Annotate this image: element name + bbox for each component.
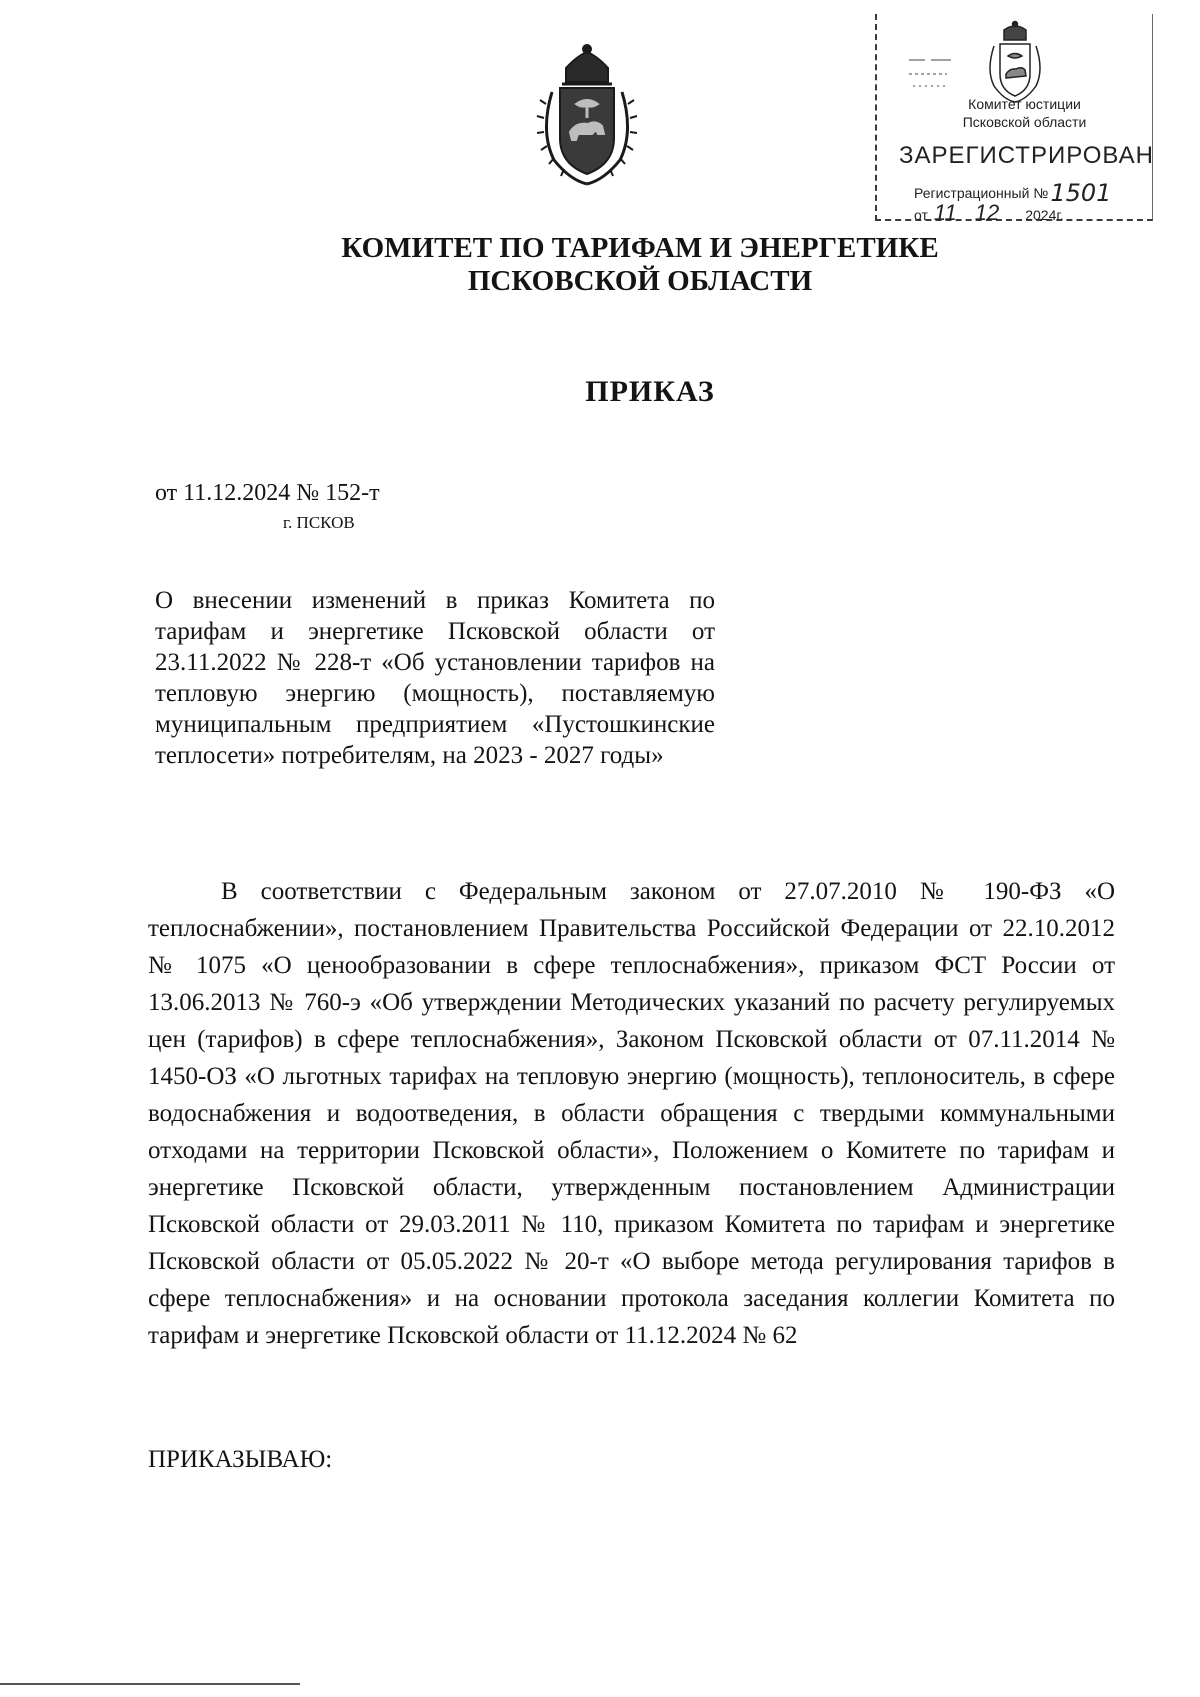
registration-stamp <box>875 14 1154 225</box>
stamp-date-day: 11 <box>933 200 957 225</box>
order-city: г. ПСКОВ <box>283 513 355 532</box>
stamp-date-year: 2024г. <box>1025 207 1064 223</box>
order-preamble: В соответствии с Федеральным законом от 27.07.2010 № 190-ФЗ «О теплоснабжении», постановлением Правительства Российской Федерации от 22.10.2012 № 1075 «О ценообразовании в сфере теплоснабжения», приказом ФСТ России от 13.06.2013 № 760-э «Об утверждении Методических указаний по расчету регулируемых цен (тарифов) в сфере теплоснабжения», Законом Псковской области от 07.11.2014 № 1450-ОЗ «О льготных тарифах на тепловую энергию (мощность), теплоноситель, в сфере водоснабжения и водоотведения, в области обращения с твердыми коммунальными отходами на территории Псковской области», Положением о Комитете по тарифам и энергетике Псковской области, утвержденным постановлением Администрации Псковской области от 29.03.2011 № 110, приказом Комитета по тарифам и энергетике Псковской области от 05.05.2022 № 20-т «О выборе метода регулирования тарифов в сфере теплоснабжения» и на основании протокола заседания коллегии Комитета по тарифам и энергетике Псковской области от 11.12.2024 № 62 <box>148 878 1115 1349</box>
coat-of-arms-icon <box>532 42 642 190</box>
authority-line1: КОМИТЕТ ПО ТАРИФАМ И ЭНЕРГЕТИКЕ <box>341 232 939 264</box>
stamp-emblem-icon <box>982 20 1048 104</box>
stamp-date-month: 12 <box>974 200 1000 225</box>
stamp-status: ЗАРЕГИСТРИРОВАН <box>899 142 1154 169</box>
stamp-org-line1: Комитет юстиции <box>968 96 1081 112</box>
order-directive: ПРИКАЗЫВАЮ: <box>148 1446 333 1473</box>
footer-divider <box>0 1683 300 1685</box>
stamp-regnum-value: 1501 <box>1050 179 1112 207</box>
order-date-number: от 11.12.2024 № 152-т <box>155 480 380 506</box>
stamp-regnum-label: Регистрационный № <box>914 185 1049 201</box>
issuing-authority <box>0 232 1200 298</box>
authority-line2: ПСКОВСКОЙ ОБЛАСТИ <box>467 265 813 297</box>
order-subject: О внесении изменений в приказ Комитета по тарифам и энергетике Псковской области от 23.11.2022 № 228-т «Об установлении тарифов на тепловую энергию (мощность), поставляемую муниципальным предприятием «Пустошкинские теплосети» потребителям, на 2023 - 2027 годы» <box>155 587 715 769</box>
document-type: ПРИКАЗ <box>585 375 715 408</box>
stamp-registration-date <box>914 200 1064 226</box>
stamp-date-label: от <box>914 207 928 223</box>
stamp-org-line2: Псковской области <box>962 114 1087 130</box>
stamp-marks <box>907 54 957 94</box>
